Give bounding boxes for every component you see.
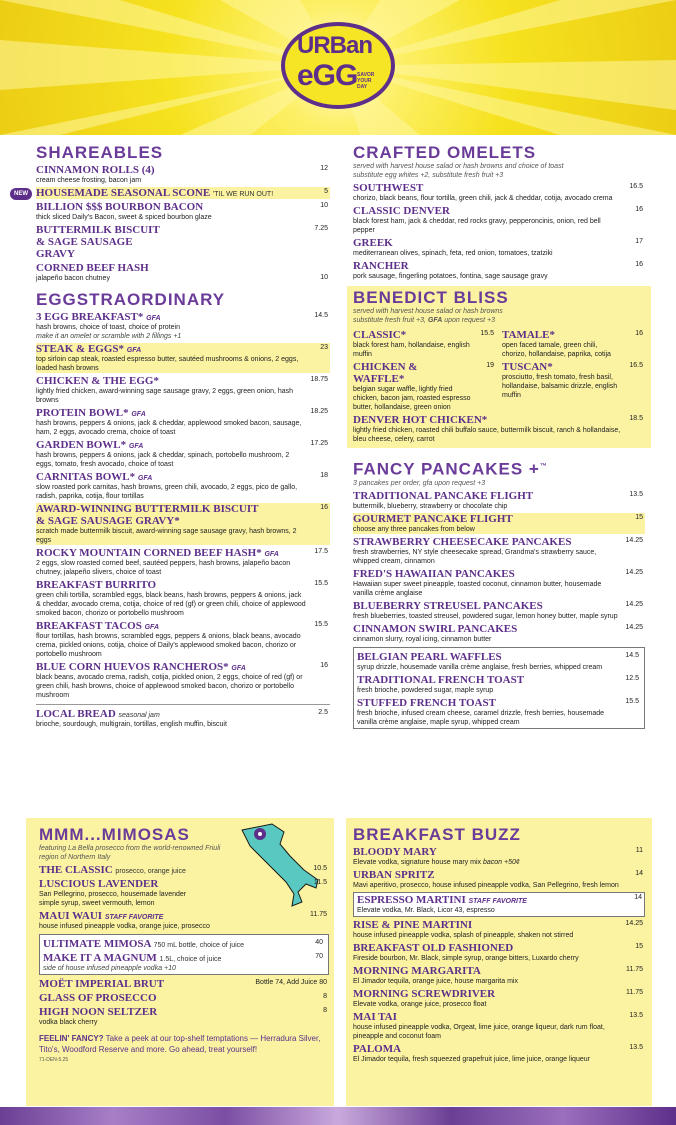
item-name: MAI TAI [353,1011,397,1023]
item-price: 10.5 [313,865,327,872]
item-price: 11 [635,847,643,854]
menu-item [353,623,645,644]
menu-item [353,329,496,359]
item-price: 17.5 [314,548,328,555]
item-desc: hash browns, choice of toast, choice of protein [36,324,180,331]
menu-item [502,329,645,359]
menu-item [353,1043,645,1064]
item-price: 16.5 [629,183,643,190]
item-price: 5 [324,188,328,195]
item-price: 10 [320,274,328,281]
menu-item [357,674,641,695]
item-name: TAMALE* [502,329,555,341]
item-desc: black forest ham, hollandaise, english muffin [353,342,470,358]
menu-item [353,965,645,986]
item-desc: Mavi aperitivo, prosecco, house infused pineapple vodka, San Pellegrino, fresh lemon [353,882,619,889]
item-desc: open faced tamale, green chili, chorizo, hollandaise, paprika, cotija [502,342,611,358]
item-desc: hash browns, peppers & onions, jack & cheddar, spinach, portobello mushroom, 2 eggs, tomato, fresh avocado, choice of toast [36,452,290,468]
item-name: THE CLASSIC prosecco, orange juice [39,864,186,876]
item-desc: Elevate vodka, signature house mary mix bacon +50¢ [353,859,520,866]
menu-item [353,513,645,534]
menu-item [36,704,330,729]
header-banner [0,0,676,135]
logo-tagline: SAVOR YOUR DAY [357,72,375,90]
menu-item [353,237,645,258]
item-desc: Elevate vodka, Mr. Black, Licor 43, espresso [357,907,495,914]
item-price: 15.5 [480,330,494,337]
item-name: RISE & PINE MARTINI [353,919,473,931]
menu-item [36,407,330,437]
item-name: TRADITIONAL PANCAKE FLIGHT [353,489,534,502]
item-price: 8 [323,993,327,1000]
item-desc: vodka black cherry [39,1019,98,1026]
item-desc: house infused pineapple vodka, orange juice, prosecco [39,923,210,930]
eggs-heading: EGGSTRAORDINARY [36,290,226,309]
item-price: 15 [635,513,643,521]
item-desc: top sirloin cap steak, roasted espresso butter, sautéed mushrooms & onions, 2 eggs, loaded hash browns [36,356,299,372]
benedict-heading: BENEDICT BLISS [353,288,509,307]
item-name: TRADITIONAL FRENCH TOAST [357,673,525,686]
item-desc: thick sliced Daily's Bacon, sweet & spiced bourbon glaze [36,214,212,221]
item-desc: green chili tortilla, scrambled eggs, black beans, hash browns, peppers & onions, jack & cheddar, avocado crema, cotija, choice of red (gf) or green chili, choice of applewood smoked bacon, chorizo or portobello mushroom [36,592,306,617]
item-desc: El Jimador tequila, fresh squeezed grapefruit juice, lime juice, orange liqueur [353,1056,590,1063]
item-price: 7.25 [314,225,328,232]
item-price: 12 [320,165,328,172]
menu-item [353,361,496,412]
item-name: BLUEBERRY STREUSEL PANCAKES [353,599,543,612]
menu-item [353,600,645,621]
item-price: 14 [635,870,643,877]
item-price: 17.25 [310,440,328,447]
item-name: MAUI WAUI STAFF FAVORITE [39,910,164,922]
menu-item [39,864,329,876]
left-column [14,143,330,729]
menu-item [353,942,645,963]
menu-item [357,651,641,672]
item-price: 14.25 [625,600,643,608]
item-price: 23 [320,344,328,351]
item-price: 13.5 [629,1044,643,1051]
item-price: 16.5 [629,362,643,369]
item-desc: San Pellegrino, prosecco, housemade lavender simple syrup, sweet vermouth, lemon [39,891,187,907]
item-desc: fresh blueberries, toasted streusel, powdered sugar, lemon honey butter, maple syrup [353,612,618,620]
urban-egg-logo [281,22,395,109]
item-desc: brioche, sourdough, multigrain, tortillas, english muffin, biscuit [36,721,227,728]
pancakes-heading: FANCY PANCAKES +™ [353,459,548,479]
item-price: 10 [320,202,328,209]
menu-item [39,992,329,1004]
item-name: BREAKFAST TACOS GFA [36,620,159,632]
item-price: 18.25 [310,408,328,415]
item-name: ULTIMATE MIMOSA 750 mL bottle, choice of juice [43,938,245,950]
item-desc: black forest ham, jack & cheddar, red rocks gravy, pepperoncinis, onion, red bell pepper [353,218,601,234]
item-name: LOCAL BREAD seasonal jam [36,708,160,720]
item-price: 16 [635,206,643,213]
benedict-sub: served with harvest house salad or hash browns [353,308,503,315]
menu-item [36,201,330,222]
omelets-sub2: substitute egg whites +2, substitute fresh fruit +3 [353,172,504,179]
item-name: CLASSIC* [353,329,407,341]
item-desc: scratch made buttermilk biscuit, award-winning sage sausage gravy, hash browns, 2 eggs [36,528,297,544]
item-desc: fresh strawberries, NY style cheesecake spread, Grandma's strawberry sauce, whipped cream, cinnamon [353,548,597,565]
item-name: GREEK [353,237,393,249]
item-name: URBAN SPRITZ [353,869,435,881]
item-desc: choose any three pancakes from below [353,525,475,533]
item-desc: Fireside bourbon, Mr. Black, simple syrup, orange bitters, Luxardo cherry [353,955,579,962]
menu-item [353,536,645,566]
item-price: 19 [486,362,494,369]
item-price: 14.5 [314,312,328,319]
item-desc: flour tortillas, hash browns, scrambled eggs, peppers & onions, black beans, avocado crema, pickled onions, cotija, choice of Daily's applewood smoked bacon, chorizo or portobello mushroom [36,633,301,658]
item-desc: cream cheese frosting, bacon jam [36,177,142,184]
item-name: CORNED BEEF HASH [36,262,149,274]
item-price: 15.5 [314,580,328,587]
item-desc: 2 eggs, slow roasted corned beef, sautéed peppers, hash browns, jalapeño bacon chutney, jalapeño slivers, choice of toast [36,560,291,576]
logo-word-egg: eGG [297,59,358,92]
mimosas-sub: featuring La Bella prosecco from the world-renowned Friuli region of Northern Italy [39,845,221,861]
item-price: 11.75 [626,989,643,996]
item-desc: lightly fried chicken, roasted chili buffalo sauce, buttermilk biscuit, ranch & hollandaise, bleu cheese, celery, carrot [353,427,621,443]
item-price: 12.5 [625,674,639,682]
menu-item [39,910,329,931]
item-price: 11.75 [626,966,643,973]
menu-item [36,661,330,700]
item-price: 16 [635,261,643,268]
item-desc: black beans, avocado crema, radish, cotija, pickled onion, 2 eggs, choice of red (gf) or green chili, hash browns, choice of applewood smoked bacon, chorizo or portobello mushroom [36,674,303,699]
menu-item [36,503,330,545]
item-price: 15 [635,943,643,950]
item-price: 18.5 [629,415,643,422]
menu-item [353,919,645,940]
benedict-sub2: substitute fresh fruit +3, GFA upon request +3 [353,317,496,324]
fancy-note: FEELIN' FANCY? Take a peek at our top-shelf temptations — Herradura Silver, Tito's, Woodford Reserve and more. Go ahead, treat yourself! [39,1034,321,1054]
item-name: MORNING MARGARITA [353,965,481,977]
item-name: DENVER HOT CHICKEN* [353,414,488,426]
item-desc: lightly fried chicken, award-winning sage sausage gravy, 2 eggs, green onion, hash browns [36,388,294,404]
item-name: MORNING SCREWDRIVER [353,988,496,1000]
item-price: 16 [635,330,643,337]
menu-item [36,164,330,185]
menu-item [353,988,645,1009]
item-price: 18 [320,472,328,479]
menu-item [36,439,330,469]
menu-item [353,1011,645,1041]
item-name: CINNAMON ROLLS (4) [36,164,155,176]
item-price: 16 [320,504,328,511]
benedict-panel [347,286,651,448]
item-price: 13.5 [629,490,643,498]
item-name: LUSCIOUS LAVENDER [39,878,159,890]
item-name: TUSCAN* [502,361,553,373]
item-price: 14 [634,894,642,901]
menu-item [39,1006,329,1027]
menu-item [353,205,645,235]
menu-item [357,697,641,727]
menu-item [36,311,330,341]
omelets-sub: served with harvest house salad or hash browns and choice of toast [353,163,564,170]
item-name: PROTEIN BOWL* GFA [36,407,146,419]
item-name: SOUTHWEST [353,182,424,194]
menu-item [14,187,330,199]
item-name: STUFFED FRENCH TOAST [357,696,496,709]
item-name: BELGIAN PEARL WAFFLES [357,650,502,663]
item-price: 14.25 [625,536,643,544]
item-name: AWARD-WINNING BUTTERMILK BISCUIT & SAGE SAUSAGE GRAVY* [36,503,259,527]
menu-item [36,262,330,283]
item-name: HOUSEMADE SEASONAL SCONE 'TIL WE RUN OUT! [36,187,274,199]
item-name: FRED'S HAWAIIAN PANCAKES [353,567,515,580]
item-name: CARNITAS BOWL* GFA [36,471,153,483]
menu-item [353,568,645,598]
item-name: PALOMA [353,1043,402,1055]
item-name: BLOODY MARY [353,846,437,858]
item-name: CLASSIC DENVER [353,205,450,217]
item-name: 3 EGG BREAKFAST* GFA [36,311,161,323]
item-price: 70 [315,953,323,960]
item-price: 16 [320,662,328,669]
menu-item [36,375,330,405]
item-desc: chorizo, black beans, flour tortilla, green chili, jack & cheddar, cotija, avocado crema [353,195,613,202]
item-name: BREAKFAST OLD FASHIONED [353,942,514,954]
menu-item [502,361,645,400]
item-desc: prosciutto, fresh tomato, fresh basil, hollandaise, balsamic drizzle, english muffin [502,374,618,399]
menu-item [353,414,645,444]
menu-item [36,579,330,618]
item-name: BILLION $$$ BOURBON BACON [36,201,204,213]
item-price: 11.75 [310,911,327,918]
item-name: CHICKEN & WAFFLE* [353,361,418,385]
pancakes-sub: 3 pancakes per order, gfa upon request +3 [353,479,486,487]
item-desc: house infused pineapple vodka, Orgeat, lime juice, orange liqueur, dark rum float, pineapple and coconut foam [353,1024,605,1040]
menu-item [36,343,330,373]
item-name: STEAK & EGGS* GFA [36,343,142,355]
bottom-decor-strip [0,1107,676,1125]
waffles-box [353,647,645,729]
item-name: HIGH NOON SELTZER [39,1006,158,1018]
item-price: 14.25 [625,920,643,927]
menu-code: 71-DEN-5.25 [39,1057,69,1063]
item-price: Bottle 74, Add Juice 80 [255,979,327,986]
item-desc: El Jimador tequila, orange juice, house margarita mix [353,978,518,985]
item-price: 8 [323,1007,327,1014]
item-name: GLASS OF PROSECCO [39,992,157,1004]
menu-item [43,938,325,950]
item-price: 40 [315,939,323,946]
logo-word-urban: URBan [297,32,373,59]
item-name: GARDEN BOWL* GFA [36,439,144,451]
item-price: 17 [635,238,643,245]
menu-item [36,471,330,501]
item-name: ESPRESSO MARTINI STAFF FAVORITE [357,894,527,906]
item-desc: mediterranean olives, spinach, feta, red onion, tomatoes, tzatziki [353,250,553,257]
benedict-grid [353,327,645,412]
item-desc: belgian sugar waffle, lightly fried chicken, bacon jam, roasted espresso butter, hollandaise, green onion [353,386,471,411]
item-price: 14.25 [625,568,643,576]
buzz-section [353,826,645,1064]
item-name: BLUE CORN HUEVOS RANCHEROS* GFA [36,661,246,673]
item-name: BUTTERMILK BISCUIT & SAGE SAUSAGE GRAVY [36,224,160,260]
item-name: BREAKFAST BURRITO [36,579,157,591]
item-name: RANCHER [353,260,409,272]
item-price: 14.5 [625,651,639,659]
menu-item [39,878,329,908]
item-name: CINNAMON SWIRL PANCAKES [353,622,518,635]
item-note: make it an omelet or scramble with 2 fillings +1 [36,333,182,340]
menu-item [36,224,330,260]
item-price: 18.75 [310,376,328,383]
buzz-heading: BREAKFAST BUZZ [353,825,521,844]
item-desc: house infused pineapple vodka, splash of pineapple, shaken not stirred [353,932,574,939]
mimosas-heading: MMM...MIMOSAS [39,825,190,844]
benedict-col-left [353,327,496,412]
item-desc: Hawaiian super sweet pineapple, toasted coconut, cinnamon butter, housemade vanilla crème anglaise [353,580,602,597]
item-desc: Elevate vodka, orange juice, prosecco float [353,1001,487,1008]
menu-item [353,869,645,890]
menu-item [353,260,645,281]
item-desc: fresh brioche, powdered sugar, maple syrup [357,686,494,694]
item-name: STRAWBERRY CHEESECAKE PANCAKES [353,535,572,548]
menu-item [39,978,329,990]
item-desc: syrup drizzle, housemade vanilla crème anglaise, fresh berries, whipped cream [357,663,603,671]
menu-item [353,490,645,511]
item-name: MAKE IT A MAGNUM 1.5L, choice of juice [43,952,222,964]
item-price: 2.5 [318,709,328,716]
shareables-heading: SHAREABLES [36,143,164,162]
item-desc: slow roasted pork carnitas, hash browns, green chili, avocado, 2 eggs, pico de gallo, radish, paprika, cotija, flour tortillas [36,484,298,500]
menu-item [353,892,645,917]
menu-item [353,182,645,203]
menu-item [36,620,330,659]
menu-item [43,952,325,973]
menu-item [353,846,645,867]
item-name: CHICKEN & THE EGG* [36,375,159,387]
item-price: 15.5 [314,621,328,628]
item-name: ROCKY MOUNTAIN CORNED BEEF HASH* GFA [36,547,279,559]
item-price: 14.25 [625,623,643,631]
item-desc: jalapeño bacon chutney [36,275,110,282]
item-price: 15.5 [625,697,639,705]
item-desc: cinnamon slurry, royal icing, cinnamon butter [353,635,492,643]
mimosa-bottle-box [39,934,329,975]
item-name: GOURMET PANCAKE FLIGHT [353,512,513,525]
item-name: MOËT IMPERIAL BRUT [39,978,165,990]
item-desc: fresh brioche, infused cream cheese, caramel drizzle, fresh berries, housemade vanilla crème anglaise, maple syrup, whipped cream [357,709,605,726]
mimosas-section [39,826,329,1063]
item-note: side of house infused pineapple vodka +10 [43,965,176,972]
omelets-heading: CRAFTED OMELETS [353,143,537,162]
item-desc: pork sausage, fingerling potatoes, fontina, sage sausage gravy [353,273,548,280]
item-price: 11.5 [313,879,327,886]
new-badge: NEW [10,188,32,200]
item-desc: hash browns, peppers & onions, jack & cheddar, applewood smoked bacon, sausage, ham, 2 eggs, avocado crema, choice of toast [36,420,302,436]
benedict-col-right [502,327,645,412]
item-desc: buttermilk, blueberry, strawberry or chocolate chip [353,502,508,510]
menu-item [36,547,330,577]
right-column [353,144,645,729]
item-price: 13.5 [629,1012,643,1019]
